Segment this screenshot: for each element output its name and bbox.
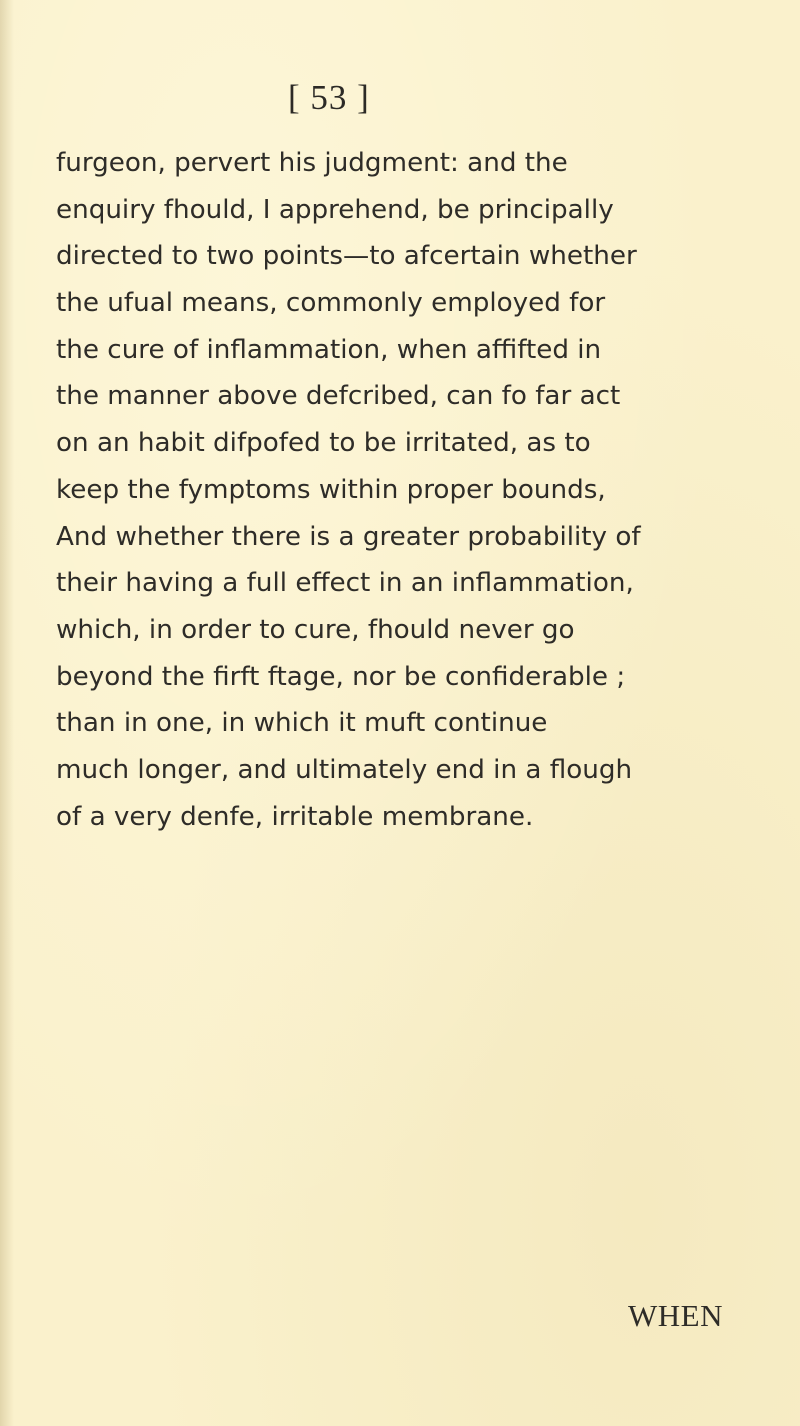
- text-line: than in one, in which it muft continue: [56, 708, 548, 739]
- text-line: And whether there is a greater probability of: [56, 521, 641, 552]
- text-line: the manner above defcribed, can fo far act: [56, 381, 621, 412]
- text-line: of a very denfe, irritable membrane.: [56, 801, 534, 832]
- text-line: on an habit difpofed to be irritated, as to: [56, 428, 591, 459]
- text-line: keep the fymptoms within proper bounds,: [56, 474, 606, 505]
- gutter-shadow: [0, 0, 14, 1426]
- text-line: enquiry fhould, I apprehend, be principally: [56, 194, 614, 225]
- text-line: beyond the firft ftage, nor be confiderable ;: [56, 661, 626, 692]
- text-line: the cure of inflammation, when affifted in: [56, 334, 602, 365]
- page-number: [ 53 ]: [288, 78, 370, 117]
- text-line: the ufual means, commonly employed for: [56, 288, 606, 319]
- body-paragraph: [56, 140, 756, 840]
- text-line: which, in order to cure, fhould never go: [56, 614, 575, 645]
- text-line: furgeon, pervert his judgment: and the: [56, 148, 568, 178]
- text-line: directed to two points—to afcertain whether: [56, 241, 637, 272]
- catchword: WHEN: [628, 1298, 723, 1333]
- text-line: their having a full effect in an inflammation,: [56, 568, 634, 599]
- text-line: much longer, and ultimately end in a flough: [56, 754, 633, 785]
